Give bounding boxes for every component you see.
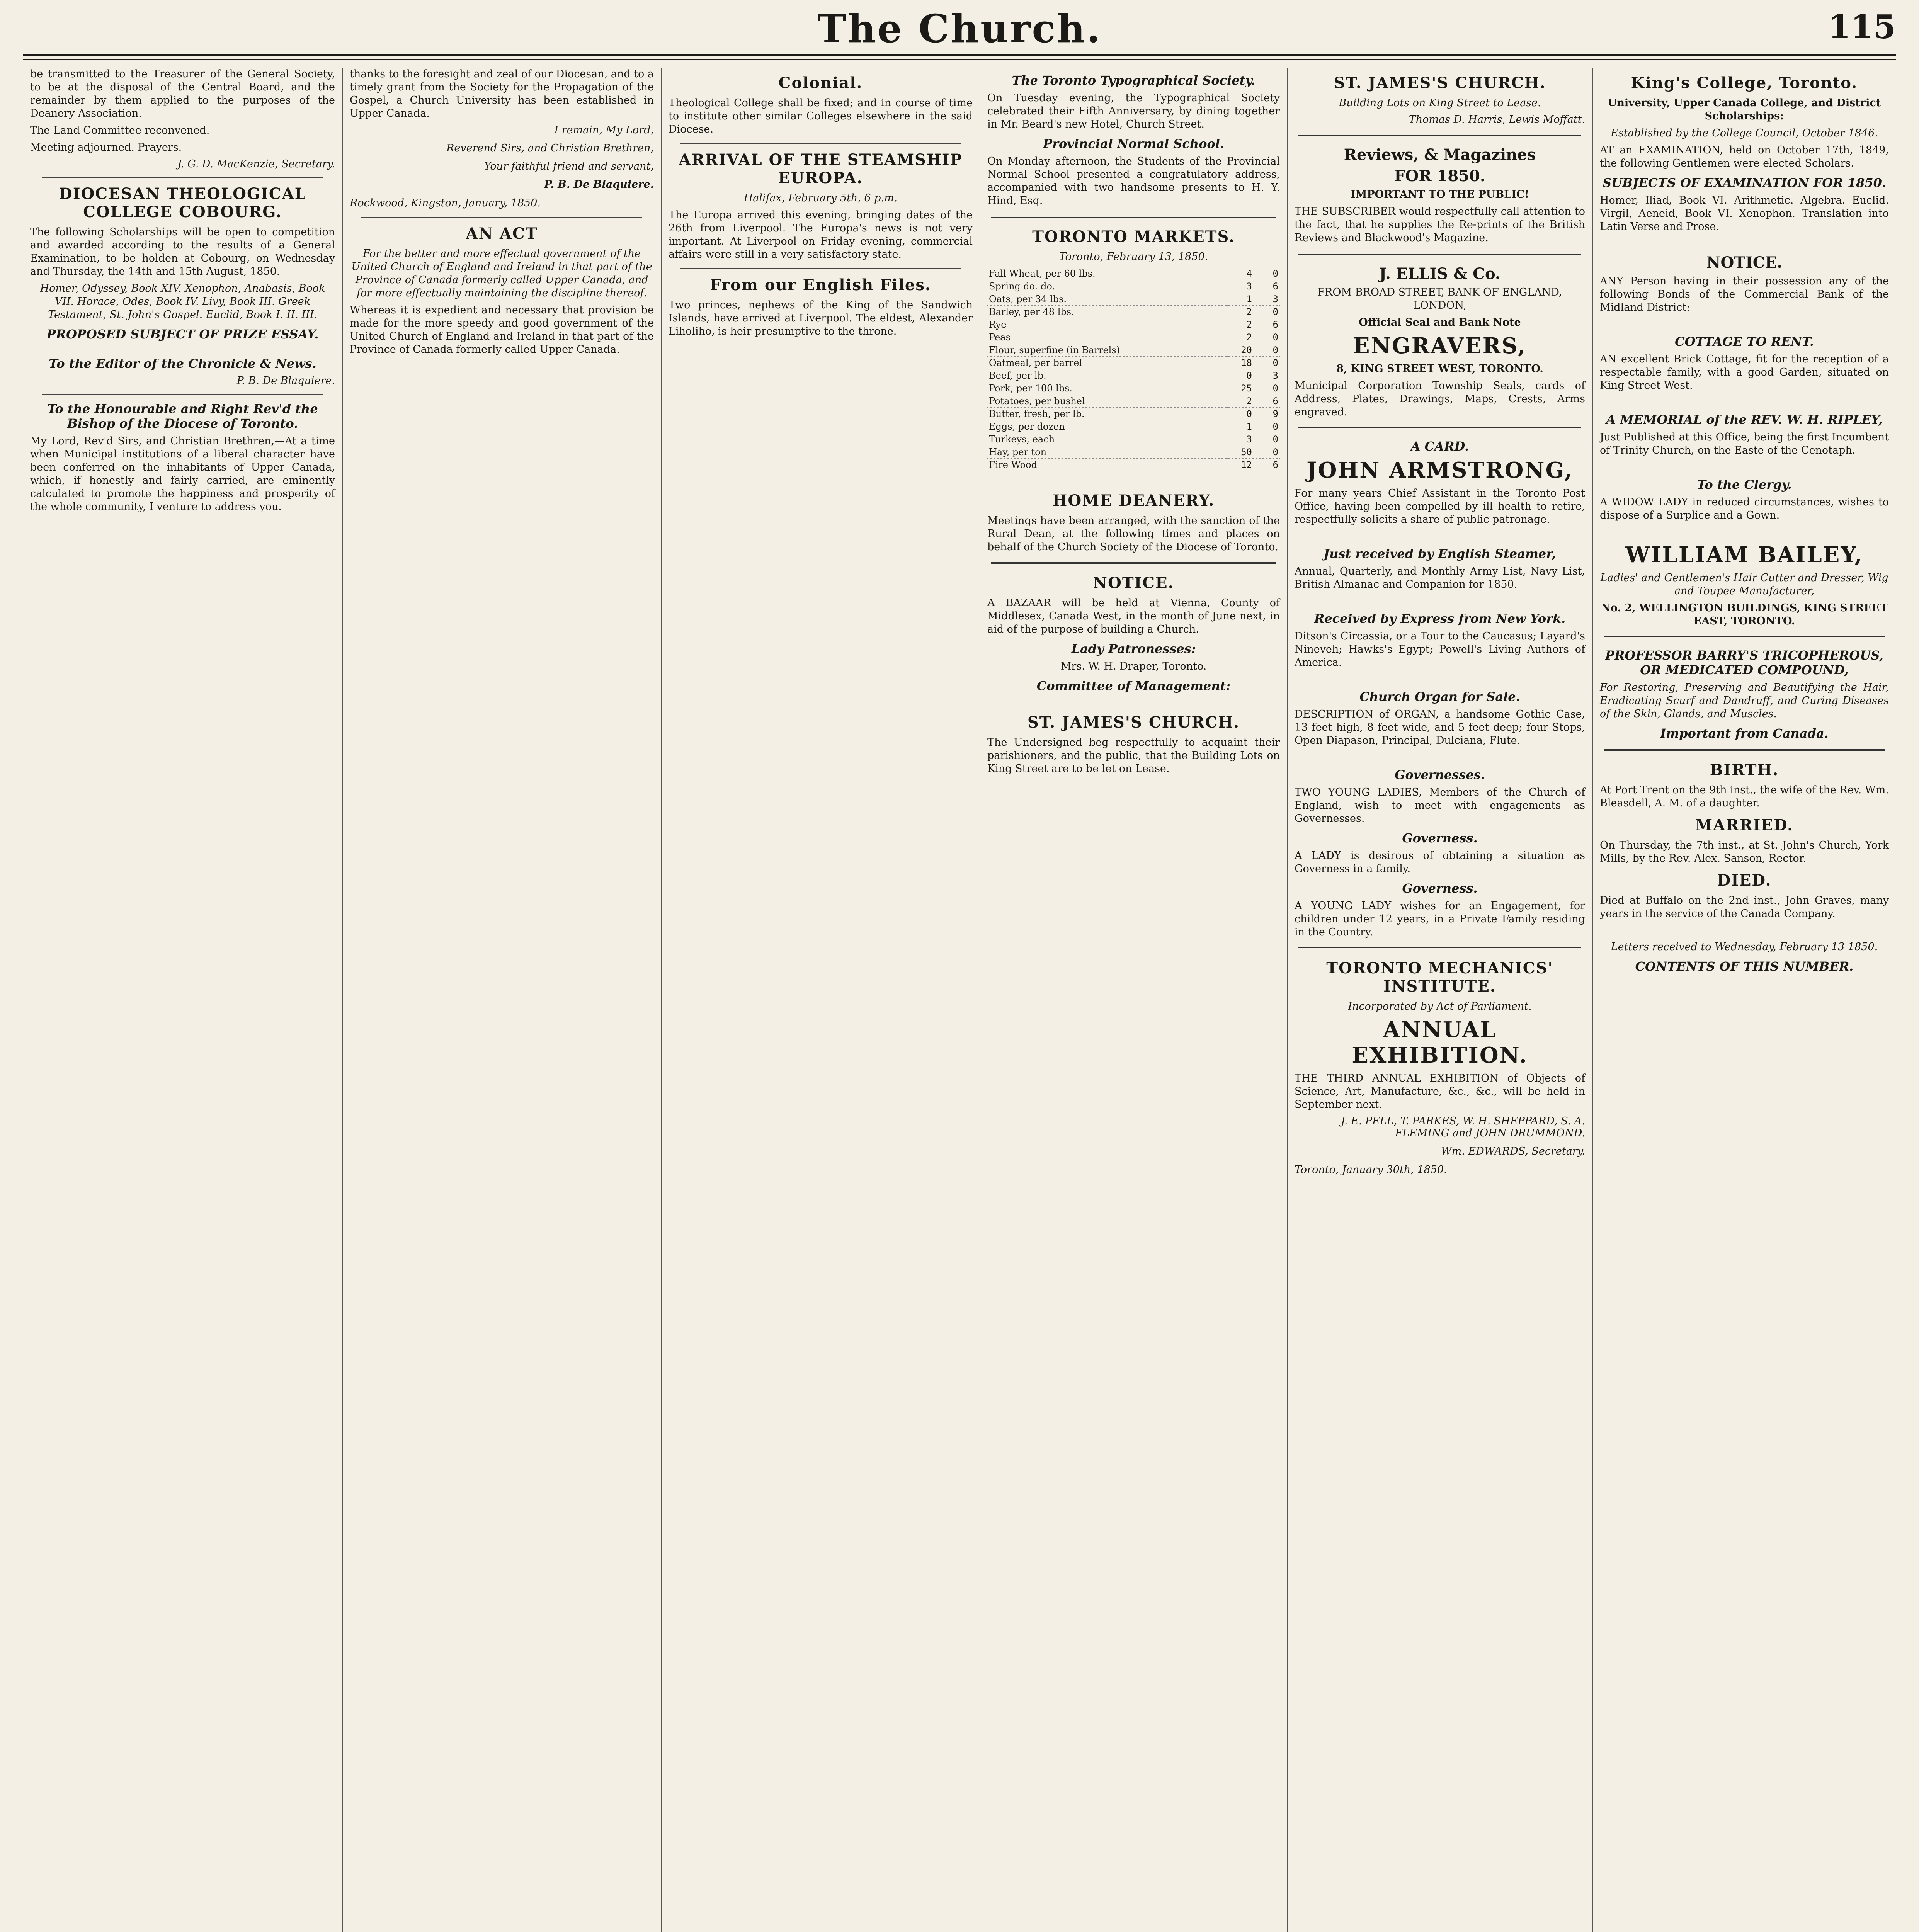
price-value: 9 — [1254, 408, 1280, 420]
page-number: 115 — [1828, 8, 1896, 46]
price-value: 3 — [1254, 369, 1280, 382]
ad-text: TWO YOUNG LADIES, Members of the Church of England, wish to meet with engagements as Governesses. — [1295, 786, 1585, 825]
price-value: 4 — [1227, 267, 1254, 280]
act-subtitle: For the better and more effectual government of the United Church of England and Ireland in that part of the Province of Canada formerly called Upper Canada, and for more effectually maintaining the discipline thereof. — [351, 248, 652, 299]
signature: Wm. EDWARDS, Secretary. — [1441, 1145, 1585, 1157]
ad-text: AT an EXAMINATION, held on October 17th, 1849, the following Gentlemen were elected Scholars. — [1600, 144, 1889, 169]
divider — [1604, 531, 1885, 534]
notice-text: On Thursday, the 7th inst., at St. John's Church, York Mills, by the Rev. Alex. Sanson, Rector. — [1600, 839, 1889, 864]
ad-subheading: IMPORTANT TO THE PUBLIC! — [1350, 189, 1529, 201]
price-value: 3 — [1227, 433, 1254, 446]
ad-subheading: Ladies' and Gentlemen's Hair Cutter and Dresser, Wig and Toupee Manufacturer, — [1600, 572, 1888, 597]
signature: P. B. De Blaquiere. — [236, 375, 335, 387]
column-2 — [342, 68, 661, 1932]
section-heading: HOME DEANERY. — [1052, 492, 1215, 510]
price-value: 1 — [1227, 420, 1254, 433]
price-value: 0 — [1254, 267, 1280, 280]
commodity-name: Peas — [987, 331, 1227, 344]
article-text: The Land Committee reconvened. — [30, 124, 210, 136]
commodity-name: Fall Wheat, per 60 lbs. — [987, 267, 1227, 280]
price-value: 25 — [1227, 382, 1254, 395]
price-value: 0 — [1227, 408, 1254, 420]
signature-line: I remain, My Lord, — [554, 124, 654, 136]
ad-text: ANY Person having in their possession any of the following Bonds of the Commercial Bank of the Midland District: — [1600, 275, 1889, 313]
markets-row — [987, 395, 1280, 408]
price-value: 2 — [1227, 306, 1254, 318]
ad-heading: FOR 1850. — [1394, 167, 1485, 185]
subheading: The Toronto Typographical Society. — [1012, 73, 1256, 88]
divider — [1298, 678, 1581, 681]
signature: Thomas D. Harris, Lewis Moffatt. — [1409, 114, 1585, 126]
price-value: 0 — [1227, 369, 1254, 382]
subheading: Incorporated by Act of Parliament. — [1348, 1000, 1532, 1012]
commodity-name: Barley, per 48 lbs. — [987, 306, 1227, 318]
subheading: Important from Canada. — [1660, 726, 1829, 741]
price-value: 0 — [1254, 306, 1280, 318]
markets-row — [987, 267, 1280, 280]
section-heading: DIOCESAN THEOLOGICAL COLLEGE COBOURG. — [59, 185, 306, 221]
divider — [680, 143, 961, 144]
contents-heading: CONTENTS OF THIS NUMBER. — [1635, 959, 1854, 974]
price-value: 0 — [1254, 331, 1280, 344]
markets-row — [987, 433, 1280, 446]
price-value: 0 — [1254, 382, 1280, 395]
ad-text: A WIDOW LADY in reduced circumstances, wishes to dispose of a Surplice and a Gown. — [1600, 496, 1889, 521]
markets-row — [987, 459, 1280, 471]
subheading: A MEMORIAL of the REV. W. H. RIPLEY, — [1606, 412, 1883, 427]
ad-heading: JOHN ARMSTRONG, — [1307, 457, 1573, 483]
signature: J. G. D. MacKenzie, Secretary. — [177, 158, 335, 170]
ad-subheading: 8, KING STREET WEST, TORONTO. — [1336, 363, 1543, 375]
article-text: Meeting adjourned. Prayers. — [30, 141, 182, 153]
article-text: My Lord, Rev'd Sirs, and Christian Brethren,—At a time when Municipal institutions of a liberal character have been conferred on the inhabitants of Upper Canada, which, if honestly and fairly carried, are eminently calculated to promote the happiness and prosperity of the whole community, I venture to address you. — [30, 435, 335, 513]
subheading: Lady Patronesses: — [1071, 641, 1196, 656]
section-heading: DIED. — [1717, 871, 1772, 889]
divider — [1298, 427, 1581, 430]
markets-row — [987, 293, 1280, 306]
article-text: Theological College shall be fixed; and in course of time to institute other similar Colleges elsewhere in the said Diocese. — [669, 97, 973, 135]
markets-row — [987, 382, 1280, 395]
ad-text: Just Published at this Office, being the first Incumbent of Trinity Church, on the Easte of the Cenotaph. — [1600, 431, 1889, 456]
article-text: The Undersigned beg respectfully to acquaint their parishioners, and the public, that the Building Lots on King Street are to be let on Lease. — [987, 736, 1280, 775]
masthead-rule — [23, 54, 1896, 60]
ad-heading: ENGRAVERS, — [1353, 333, 1527, 359]
price-value: 2 — [1227, 318, 1254, 331]
article-text: The following Scholarships will be open to competition and awarded according to the results of a General Examination, to be holden at Cobourg, on Wednesday and Thursday, the 14th and 15th August, 1850. — [30, 226, 335, 277]
divider — [1604, 749, 1885, 752]
price-value: 6 — [1254, 459, 1280, 471]
subheading: University, Upper Canada College, and District Scholarships: — [1608, 97, 1881, 122]
section-heading: MARRIED. — [1695, 816, 1794, 834]
divider — [1604, 242, 1885, 245]
commodity-name: Beef, per lb. — [987, 369, 1227, 382]
signature: J. E. PELL, T. PARKES, W. H. SHEPPARD, S. A. FLEMING and JOHN DRUMMOND. — [1341, 1115, 1585, 1139]
price-value: 1 — [1227, 293, 1254, 306]
divider — [361, 217, 642, 218]
notice-text: Died at Buffalo on the 2nd inst., John Graves, many years in the service of the Canada Company. — [1600, 895, 1889, 920]
subheading: Received by Express from New York. — [1314, 611, 1566, 626]
subheading: To the Honourable and Right Rev'd the Bishop of the Diocese of Toronto. — [47, 401, 318, 431]
subheading: To the Editor of the Chronicle & News. — [49, 356, 316, 371]
dateline: Halifax, February 5th, 6 p.m. — [743, 192, 898, 204]
column-4 — [980, 68, 1287, 1932]
ad-heading: WILLIAM BAILEY, — [1625, 542, 1863, 568]
commodity-name: Hay, per ton — [987, 446, 1227, 459]
subheading: Established by the College Council, October 1846. — [1611, 127, 1878, 139]
markets-date: Toronto, February 13, 1850. — [1059, 251, 1208, 263]
section-heading: King's College, Toronto. — [1631, 74, 1858, 92]
section-heading: NOTICE. — [1093, 574, 1174, 592]
column-6 — [1592, 68, 1896, 1932]
subheading: Committee of Management: — [1036, 679, 1231, 693]
divider — [991, 562, 1276, 565]
ad-text: For Restoring, Preserving and Beautifying the Hair, Eradicating Scurf and Dandruff, and Curing Diseases of the Skin, Glands, and Muscles. — [1600, 682, 1889, 720]
patroness: Mrs. W. H. Draper, Toronto. — [1060, 660, 1207, 672]
signature-line: Your faithful friend and servant, — [484, 160, 654, 172]
divider — [1604, 323, 1885, 326]
ad-text: AN excellent Brick Cottage, fit for the reception of a respectable family, with a good Garden, situated on King Street West. — [1600, 353, 1889, 391]
divider — [1298, 253, 1581, 256]
article-text: Meetings have been arranged, with the sanction of the Rural Dean, at the following times and places on behalf of the Church Society of the Diocese of Toronto. — [987, 515, 1280, 553]
price-value: 0 — [1254, 446, 1280, 459]
commodity-name: Spring do. do. — [987, 280, 1227, 293]
commodity-name: Flour, superfine (in Barrels) — [987, 344, 1227, 357]
subject-list: Homer, Odyssey, Book XIV. Xenophon, Anabasis, Book VII. Horace, Odes, Book IV. Livy, Book III. Greek Testament, St. John's Gospel. Euclid, Book I. II. III. — [40, 282, 325, 321]
price-value: 3 — [1254, 293, 1280, 306]
article-text: On Monday afternoon, the Students of the Provincial Normal School presented a congratulatory address, accompanied with two handsome presents to H. Y. Hind, Esq. — [987, 155, 1280, 207]
divider — [1604, 401, 1885, 404]
subheading: Building Lots on King Street to Lease. — [1339, 97, 1541, 109]
commodity-name: Butter, fresh, per lb. — [987, 408, 1227, 420]
ad-text: Municipal Corporation Township Seals, cards of Address, Plates, Drawings, Maps, Crests, Arms engraved. — [1295, 380, 1585, 418]
divider — [42, 177, 323, 178]
article-text: The Europa arrived this evening, bringing dates of the 26th from Liverpool. The Europa's news is not very important. At Liverpool on Friday evening, commercial affairs were still in a very satisfactory state. — [669, 209, 973, 260]
divider — [1604, 929, 1885, 932]
article-text: thanks to the foresight and zeal of our Diocesan, and to a timely grant from the Society for the Propagation of the Gospel, a Church University has been established in Upper Canada. — [350, 68, 654, 119]
markets-row — [987, 318, 1280, 331]
price-value: 0 — [1254, 433, 1280, 446]
commodity-name: Turkeys, each — [987, 433, 1227, 446]
markets-row — [987, 306, 1280, 318]
newspaper-columns — [23, 68, 1896, 1932]
price-value: 0 — [1254, 420, 1280, 433]
divider — [1604, 466, 1885, 469]
masthead — [23, 4, 1896, 62]
price-value: 2 — [1227, 331, 1254, 344]
price-value: 20 — [1227, 344, 1254, 357]
subheading: Letters received to Wednesday, February 13 1850. — [1611, 941, 1878, 953]
ad-text: Homer, Iliad, Book VI. Arithmetic. Algebra. Euclid. Virgil, Aeneid, Book VI. Xenophon. Translation into Latin Verse and Prose. — [1600, 194, 1889, 233]
divider — [1298, 535, 1581, 538]
price-value: 18 — [1227, 357, 1254, 369]
divider — [991, 480, 1276, 483]
subheading: Church Organ for Sale. — [1359, 689, 1520, 704]
column-5 — [1287, 68, 1592, 1932]
ad-text: No. 2, WELLINGTON BUILDINGS, KING STREET EAST, TORONTO. — [1601, 602, 1888, 627]
section-heading: ARRIVAL OF THE STEAMSHIP EUROPA. — [679, 151, 963, 187]
markets-row — [987, 357, 1280, 369]
subheading: PROFESSOR BARRY'S TRICOPHEROUS, OR MEDICATED COMPOUND, — [1605, 648, 1884, 677]
price-value: 2 — [1227, 395, 1254, 408]
commodity-name: Oatmeal, per barrel — [987, 357, 1227, 369]
ad-subheading: Official Seal and Bank Note — [1359, 316, 1521, 328]
subheading: COTTAGE TO RENT. — [1675, 334, 1814, 349]
article-text: be transmitted to the Treasurer of the General Society, to be at the disposal of the Central Board, and the remainder by them applied to the purposes of the Deanery Association. — [30, 68, 335, 119]
subheading: A CARD. — [1410, 439, 1469, 454]
signature-line: Reverend Sirs, and Christian Brethren, — [446, 142, 654, 154]
divider — [1298, 947, 1581, 951]
ad-heading: J. ELLIS & Co. — [1379, 265, 1500, 283]
markets-row — [987, 280, 1280, 293]
notice-text: At Port Trent on the 9th inst., the wife of the Rev. Wm. Bleasdell, A. M. of a daughter. — [1600, 784, 1889, 809]
markets-heading: TORONTO MARKETS. — [1032, 228, 1235, 246]
divider — [1298, 600, 1581, 603]
price-value: 3 — [1227, 280, 1254, 293]
markets-row — [987, 446, 1280, 459]
subheading: Governess. — [1402, 881, 1478, 896]
commodity-name: Fire Wood — [987, 459, 1227, 471]
divider — [991, 702, 1276, 705]
dateline: Toronto, January 30th, 1850. — [1295, 1164, 1447, 1176]
section-heading: From our English Files. — [710, 276, 931, 294]
dateline: Rockwood, Kingston, January, 1850. — [350, 197, 541, 209]
markets-row — [987, 331, 1280, 344]
section-heading: ST. JAMES'S CHURCH. — [1027, 713, 1240, 731]
ad-text: A LADY is desirous of obtaining a situation as Governess in a family. — [1295, 850, 1585, 875]
divider — [680, 268, 961, 269]
article-text: Whereas it is expedient and necessary that provision be made for the more speedy and good government of the United Church of England and Ireland in that part of the Province of Canada formerly called Upper Canada. — [350, 304, 654, 355]
price-value: 0 — [1254, 344, 1280, 357]
markets-row — [987, 408, 1280, 420]
section-heading: BIRTH. — [1710, 761, 1779, 779]
divider — [1604, 636, 1885, 639]
section-heading: AN ACT — [466, 224, 538, 243]
ad-heading: NOTICE. — [1706, 253, 1783, 272]
divider — [991, 216, 1276, 219]
ad-text: THE THIRD ANNUAL EXHIBITION of Objects of Science, Art, Manufacture, &c., &c., will be held in September next. — [1295, 1072, 1585, 1111]
ad-heading: Reviews, & Magazines — [1344, 146, 1536, 164]
ad-text: Ditson's Circassia, or a Tour to the Caucasus; Layard's Nineveh; Hawks's Egypt; Powell's Living Authors of America. — [1295, 630, 1585, 668]
ad-heading: ANNUAL EXHIBITION. — [1352, 1017, 1528, 1068]
ad-text: A YOUNG LADY wishes for an Engagement, for children under 12 years, in a Private Family residing in the Country. — [1295, 900, 1585, 938]
subheading: To the Clergy. — [1697, 477, 1792, 492]
subheading: PROPOSED SUBJECT OF PRIZE ESSAY. — [46, 327, 319, 342]
price-value: 12 — [1227, 459, 1254, 471]
article-text: Two princes, nephews of the King of the Sandwich Islands, have arrived at Liverpool. The eldest, Alexander Liholiho, is heir presumptive to the throne. — [669, 299, 973, 337]
commodity-name: Pork, per 100 lbs. — [987, 382, 1227, 395]
commodity-name: Potatoes, per bushel — [987, 395, 1227, 408]
section-heading: TORONTO MECHANICS' INSTITUTE. — [1326, 959, 1553, 995]
signature-name: P. B. De Blaquiere. — [544, 179, 654, 190]
price-value: 6 — [1254, 395, 1280, 408]
divider — [1298, 134, 1581, 137]
ad-text: For many years Chief Assistant in the Toronto Post Office, having been compelled by ill health to retire, respectfully solicits a share of public patronage. — [1295, 487, 1585, 526]
ad-text: DESCRIPTION of ORGAN, a handsome Gothic Case, 13 feet high, 8 feet wide, and 5 feet deep; four Stops, Open Diapason, Principal, Dulciana, Flute. — [1295, 708, 1585, 747]
subheading: Just received by English Steamer, — [1324, 546, 1556, 561]
subheading: Governesses. — [1395, 767, 1485, 782]
column-1 — [23, 68, 342, 1932]
section-heading: ST. JAMES'S CHURCH. — [1334, 74, 1546, 92]
subheading: Governess. — [1402, 831, 1478, 845]
markets-table — [987, 267, 1280, 471]
price-value: 50 — [1227, 446, 1254, 459]
article-text: A BAZAAR will be held at Vienna, County of Middlesex, Canada West, in the month of June next, in aid of the purpose of building a Church. — [987, 597, 1280, 635]
markets-row — [987, 344, 1280, 357]
markets-row — [987, 369, 1280, 382]
article-text: On Tuesday evening, the Typographical Society celebrated their Fifth Anniversary, by dining together in Mr. Beard's new Hotel, Church Street. — [987, 92, 1280, 130]
subheading: Provincial Normal School. — [1043, 136, 1225, 151]
commodity-name: Eggs, per dozen — [987, 420, 1227, 433]
commodity-name: Oats, per 34 lbs. — [987, 293, 1227, 306]
section-heading: Colonial. — [778, 74, 863, 92]
ad-subheading: FROM BROAD STREET, BANK OF ENGLAND, LONDON, — [1317, 286, 1562, 311]
divider — [42, 394, 323, 395]
price-value: 0 — [1254, 357, 1280, 369]
column-3 — [661, 68, 980, 1932]
price-value: 6 — [1254, 280, 1280, 293]
commodity-name: Rye — [987, 318, 1227, 331]
markets-row — [987, 420, 1280, 433]
ad-text: Annual, Quarterly, and Monthly Army List, Navy List, British Almanac and Companion for 1850. — [1295, 565, 1585, 590]
ad-text: THE SUBSCRIBER would respectfully call attention to the fact, that he supplies the Re-prints of the British Reviews and Blackwood's Magazine. — [1295, 206, 1585, 244]
price-value: 6 — [1254, 318, 1280, 331]
masthead-title: The Church. — [817, 6, 1102, 51]
divider — [1298, 756, 1581, 759]
subheading: SUBJECTS OF EXAMINATION FOR 1850. — [1602, 175, 1887, 190]
